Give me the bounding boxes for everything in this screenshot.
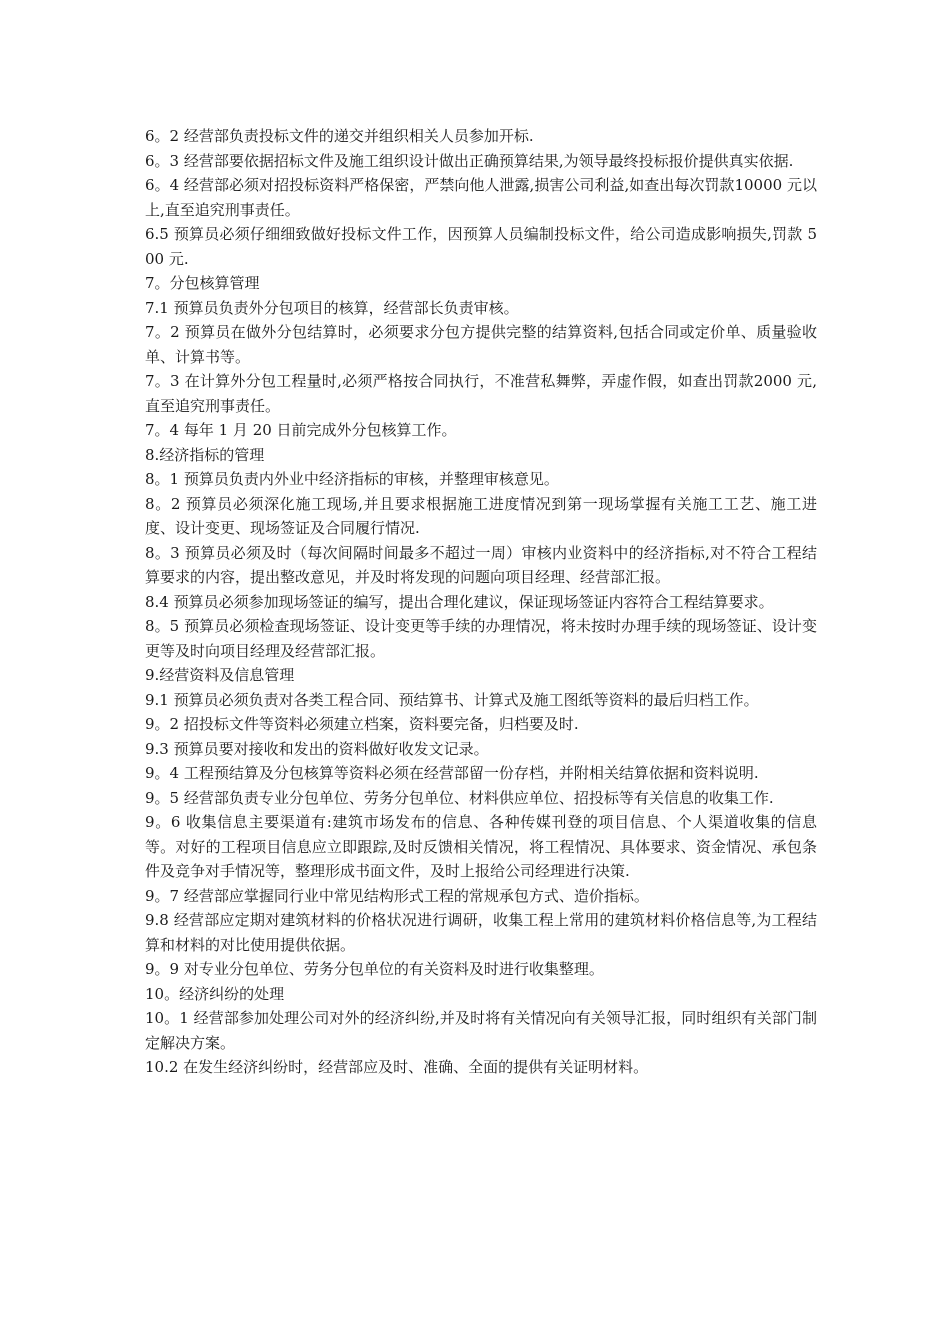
document-body	[145, 124, 817, 1080]
clause-7-2: 7。2 预算员在做外分包结算时，必须要求分包方提供完整的结算资料,包括合同或定价单、质量验收单、计算书等。	[145, 323, 817, 366]
clause-9-3: 9.3 预算员要对接收和发出的资料做好收发文记录。	[145, 739, 489, 758]
clause-7-1: 7.1 预算员负责外分包项目的核算，经营部长负责审核。	[145, 298, 519, 317]
clause-7-3: 7。3 在计算外分包工程量时,必须严格按合同执行，不准营私舞弊，弄虚作假，如查出罚款2000 元,直至追究刑事责任。	[145, 372, 817, 415]
section-7-heading: 7。分包核算管理	[145, 274, 260, 292]
clause-8-5: 8。5 预算员必须检查现场签证、设计变更等手续的办理情况，将未按时办理手续的现场签证、设计变更等及时向项目经理及经营部汇报。	[145, 617, 817, 660]
clause-9-5: 9。5 经营部负责专业分包单位、劳务分包单位、材料供应单位、招投标等有关信息的收集工作.	[145, 788, 774, 807]
clause-10-1: 10。1 经营部参加处理公司对外的经济纠纷,并及时将有关情况向有关领导汇报，同时组织有关部门制定解决方案。	[145, 1009, 817, 1052]
section-10-heading: 10。经济纠纷的处理	[145, 984, 285, 1003]
clause-8-3: 8。3 预算员必须及时（每次间隔时间最多不超过一周）审核内业资料中的经济指标,对不符合工程结算要求的内容，提出整改意见，并及时将发现的问题向项目经理、经营部汇报。	[145, 543, 817, 586]
clause-10-2: 10.2 在发生经济纠纷时，经营部应及时、准确、全面的提供有关证明材料。	[145, 1058, 649, 1076]
clause-6-5: 6.5 预算员必须仔细细致做好投标文件工作，因预算人员编制投标文件，给公司造成影响损失,罚款 500 元.	[145, 225, 817, 268]
clause-8-4: 8.4 预算员必须参加现场签证的编写，提出合理化建议，保证现场签证内容符合工程结算要求。	[145, 592, 774, 611]
clause-6-4: 6。4 经营部必须对招投标资料严格保密，严禁向他人泄露,损害公司利益,如查出每次罚款10000 元以上,直至追究刑事责任。	[145, 176, 817, 219]
clause-9-2: 9。2 招投标文件等资料必须建立档案，资料要完备，归档要及时.	[145, 715, 579, 733]
clause-9-7: 9。7 经营部应掌握同行业中常见结构形式工程的常规承包方式、造价指标。	[145, 886, 649, 905]
clause-7-4: 7。4 每年 1 月 20 日前完成外分包核算工作。	[145, 421, 457, 439]
clause-6-2: 6。2 经营部负责投标文件的递交并组织相关人员参加开标.	[145, 127, 534, 145]
clause-9-9: 9。9 对专业分包单位、劳务分包单位的有关资料及时进行收集整理。	[145, 960, 604, 978]
clause-6-3: 6。3 经营部要依据招标文件及施工组织设计做出正确预算结果,为领导最终投标报价提供真实依据.	[145, 151, 794, 170]
clause-8-1: 8。1 预算员负责内外业中经济指标的审核，并整理审核意见。	[145, 470, 559, 488]
clause-9-4: 9。4 工程预结算及分包核算等资料必须在经营部留一份存档，并附相关结算依据和资料说明.	[145, 764, 759, 782]
clause-9-1: 9.1 预算员必须负责对各类工程合同、预结算书、计算式及施工图纸等资料的最后归档工作。	[145, 690, 759, 709]
clause-9-8: 9.8 经营部应定期对建筑材料的价格状况进行调研，收集工程上常用的建筑材料价格信息等,为工程结算和材料的对比使用提供依据。	[145, 911, 817, 954]
section-8-heading: 8.经济指标的管理	[145, 445, 265, 464]
clause-8-2: 8。2 预算员必须深化施工现场,并且要求根据施工进度情况到第一现场掌握有关施工工艺、施工进度、设计变更、现场签证及合同履行情况.	[145, 494, 817, 537]
section-9-heading: 9.经营资料及信息管理	[145, 666, 295, 684]
clause-9-6: 9。6 收集信息主要渠道有:建筑市场发布的信息、各种传媒刊登的项目信息、个人渠道收集的信息等。对好的工程项目信息应立即跟踪,及时反馈相关情况，将工程情况、具体要求、资金情况、承包条件及竞争对手情况等，整理形成书面文件，及时上报给公司经理进行决策.	[145, 813, 817, 880]
